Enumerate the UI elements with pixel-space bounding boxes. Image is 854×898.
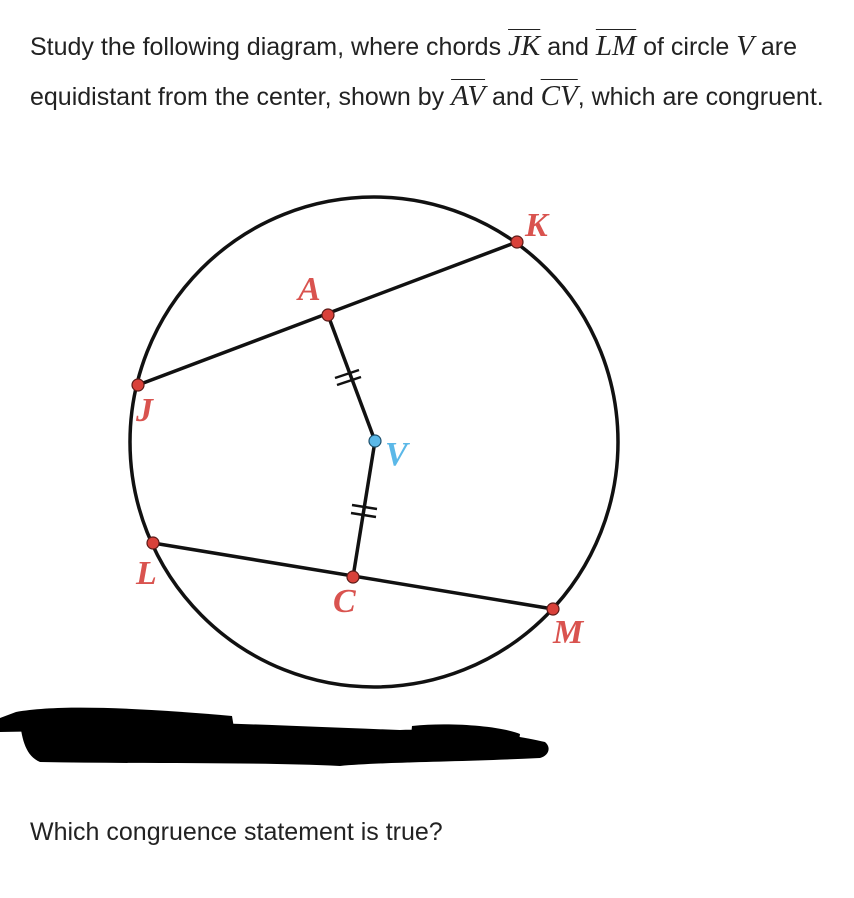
redaction-mark [0, 708, 549, 766]
label-m: M [553, 614, 584, 651]
label-k: K [525, 207, 548, 244]
label-c: C [333, 583, 356, 620]
chord-jk-math: $\overline{JK}$ [508, 30, 541, 62]
label-l: L [136, 555, 157, 592]
point-k [511, 236, 523, 248]
segment-av-math: $\overline{AV}$ [451, 80, 486, 112]
segment-cv-math: $\overline{CV}$ [540, 80, 578, 112]
point-j [132, 379, 144, 391]
point-l [147, 537, 159, 549]
chord-lm-math: $\overline{LM}$ [595, 30, 637, 62]
label-j: J [136, 392, 153, 429]
point-a [322, 309, 334, 321]
point-c [347, 571, 359, 583]
question-text: Which congruence statement is true? [30, 818, 443, 846]
problem-statement: Study the following diagram, where chords $\overline{JK}$ and $\overline{LM}$ of circle V are equidistant from the center, shown by $\overline{AV}$ and $\overline{CV}$, which are congruent. [30, 30, 824, 112]
circle-v-math: V [736, 30, 754, 62]
label-a: A [298, 271, 321, 308]
label-v: V [385, 436, 408, 473]
point-v-center [369, 435, 381, 447]
